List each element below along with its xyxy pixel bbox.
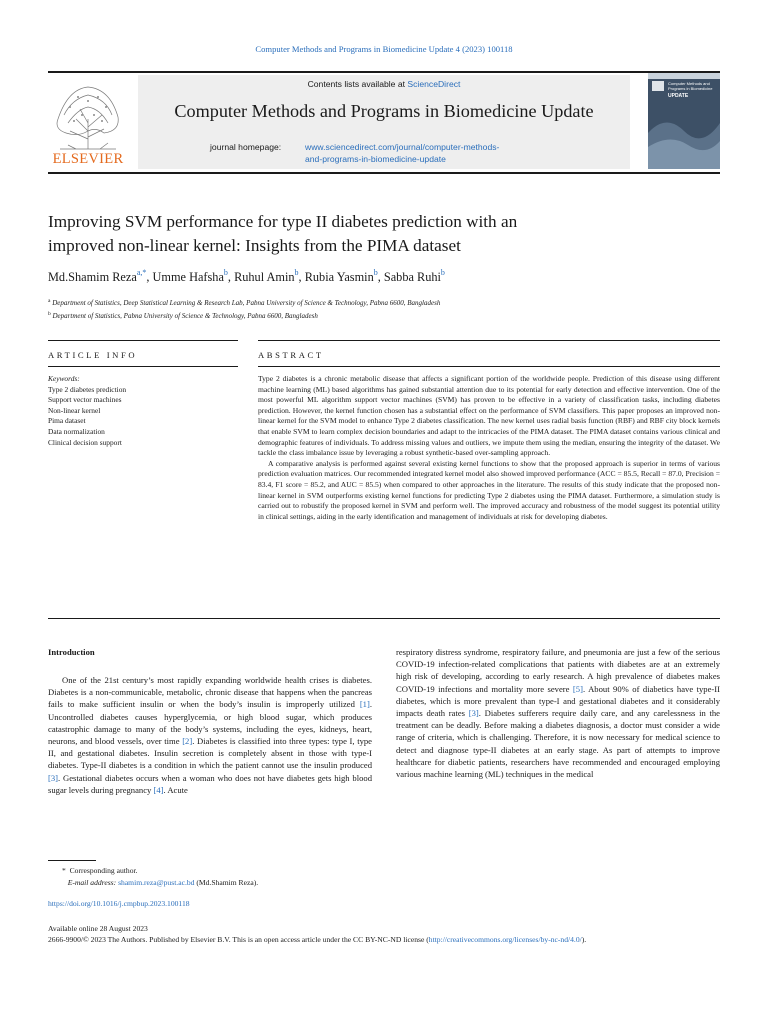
body-text: . Uncontrolled diabetes causes hyperglycemia, or high blood sugar, which produces catastrophic damage to many of the body’s systems, including the eyes, kidneys, heart, neurons, and blood vessels, over time (48, 699, 372, 747)
cover-title-line2: Programs in Biomedicine (668, 86, 713, 91)
abstract-body (258, 374, 720, 522)
homepage-link-line2[interactable]: and-programs-in-biomedicine-update (305, 154, 446, 164)
author-name: Ruhul Amin (234, 270, 295, 284)
doi-link[interactable]: https://doi.org/10.1016/j.cmpbup.2023.100118 (48, 899, 190, 908)
author-separator: , (377, 270, 384, 284)
body-text: . Diabetes is classified into three types: type I, type II, and gestational diabetes. Insulin secretion is completely absent in those with type-I diabetes. Type-II diabetes is a condition in which the patient cannot use the insulin produced (48, 736, 372, 771)
affiliation-mark: a (48, 298, 51, 304)
cover-title-line3: UPDATE (668, 93, 689, 99)
title-line-1: Improving SVM performance for type II diabetes prediction with an (48, 212, 518, 231)
author-name: Sabba Ruhi (383, 270, 441, 284)
email-link[interactable]: shamim.reza@pust.ac.bd (118, 878, 195, 888)
publisher-wordmark: ELSEVIER (52, 151, 124, 167)
corresponding-author-text: Corresponding author. (69, 866, 138, 875)
article-info-heading-rule (48, 366, 238, 367)
introduction-right-column (396, 646, 720, 780)
citation-link[interactable]: [4] (153, 784, 164, 795)
journal-cover-thumbnail[interactable] (648, 73, 720, 169)
sciencedirect-link[interactable]: ScienceDirect (407, 79, 461, 89)
abstract-heading-rule (258, 366, 720, 367)
journal-title: Computer Methods and Programs in Biomedicine Update (174, 101, 594, 121)
contents-prefix: Contents lists available at (307, 79, 408, 89)
article-title (48, 210, 648, 258)
author-affiliation-mark[interactable]: a,* (136, 268, 147, 277)
masthead-bottom-rule (48, 172, 720, 174)
masthead-top-rule (48, 71, 720, 73)
publication-info (48, 923, 720, 945)
corresponding-author-note (48, 865, 720, 877)
affiliation-mark: b (48, 311, 51, 317)
abstract-heading: ABSTRACT (258, 350, 324, 360)
abstract-paragraph-2: A comparative analysis is performed against several existing kernel functions to show that the proposed approach is superior in terms of various prediction evaluation matrices. Our recommended integrated kernel model also showed improved performance (ACC = 85.5, Recall = 87.0, Precision = 83.4, F1 score = 85.2, and AUC = 85.5) when compared to other approaches in the literature. The results of this study indicate that the proposed non-linear kernel in SVM outperforms existing kernel functions for predicting Type 2 diabetes using the PIMA dataset. Furthermore, a simulation study is carried out to robustify the proposed kernel in SVM and perform well. The improved accuracy and robustness of the model suggest its potential utility in clinical settings, aiding in the early identification and management of individuals at risk for developing diabetes. (258, 458, 720, 521)
introduction-heading: Introduction (48, 647, 95, 657)
citation-link[interactable]: [2] (182, 736, 193, 747)
body-text: . Acute (163, 784, 188, 795)
license-suffix: ). (581, 935, 587, 945)
body-text: One of the 21st century’s most rapidly expanding worldwide health crises is diabetes. Diabetes is a non-communicable, metabolic, chronic disease that happens when the pancreas fails to make sufficient insulin or when the body’s insulin is improperly utilized (48, 675, 372, 710)
contents-line (138, 79, 630, 89)
author-name: Umme Hafsha (152, 270, 224, 284)
available-online: Available online 28 August 2023 (48, 924, 148, 933)
keyword-item: Support vector machines (48, 395, 122, 405)
title-line-2: improved non-linear kernel: Insights from the PIMA dataset (48, 236, 461, 255)
keyword-item: Non-linear kernel (48, 405, 101, 415)
affiliation-item (48, 309, 720, 322)
introduction-left-column (48, 674, 372, 796)
author-affiliation-mark[interactable]: b (440, 268, 445, 277)
cover-title-line1: Computer Methods and (668, 81, 710, 86)
author-name: Md.Shamim Reza (48, 270, 137, 284)
footnote-rule (48, 860, 96, 861)
keyword-item: Type 2 diabetes prediction (48, 384, 127, 394)
keyword-item: Clinical decision support (48, 437, 122, 447)
body-text: respiratory distress syndrome, respiratory failure, and pneumonia are just a few of the serious COVID-19 infection-related complications that patients with diabetes are at an extremely high risk of developing, according to early research. A high prevalence of diabetes makes COVID-19 infections and mortality more severe (396, 647, 720, 694)
citation-link[interactable]: [3] (48, 772, 59, 783)
affiliation-text: Department of Statistics, Deep Statistical Learning & Research Lab, Pabna University of Science & Technology, Pabna 6600, Bangladesh (52, 299, 441, 307)
article-info-top-rule (48, 340, 238, 341)
journal-info-band (138, 75, 630, 169)
footnotes (48, 865, 720, 890)
email-label: E-mail address: (67, 878, 117, 888)
email-owner: (Md.Shamim Reza). (196, 878, 259, 888)
license-statement (48, 934, 720, 945)
citation-link[interactable]: [5] (572, 683, 583, 694)
journal-masthead (48, 71, 720, 175)
footnote-mark: * (62, 866, 66, 875)
keywords-label: Keywords: (48, 374, 80, 383)
affiliation-text: Department of Statistics, Pabna University of Science & Technology, Pabna 6600, Bangladesh (52, 312, 318, 320)
article-info-heading: ARTICLE INFO (48, 350, 138, 360)
body-text: . Gestational diabetes occurs when a woman who does not have diabetes gets high blood sugar levels during pregnancy (48, 772, 372, 795)
author-separator: , (146, 270, 153, 284)
keyword-item: Data normalization (48, 426, 105, 436)
homepage-link-line1[interactable]: www.sciencedirect.com/journal/computer-methods- (305, 142, 500, 152)
abstract-top-rule (258, 340, 720, 341)
affiliations (48, 296, 720, 322)
author-affiliation-mark[interactable]: b (294, 268, 299, 277)
author-separator: , (227, 270, 235, 284)
author-name: Rubia Yasmin (304, 270, 374, 284)
citation-link[interactable]: [3] (468, 708, 479, 719)
body-text: . Diabetes sufferers require daily care, and any carelessness in the treatment can be deadly. Before making a diabetes diagnosis, a doctor must consider a wide range of criteria, which is challenging. Therefore, it is now necessary for medical science to detect and diagnose type-II diabetes at an early stage. As part of attempts to improve healthcare for diabetic patients, researchers have recommended and encouraged employing various machine learning (ML) techniques in the medical (396, 708, 720, 780)
license-link[interactable]: http://creativecommons.org/licenses/by-nc-nd/4.0/ (428, 935, 582, 945)
abstract-paragraph-1: Type 2 diabetes is a chronic metabolic disease that affects a significant portion of the worldwide people. Prediction of this disease using different machine learning (ML) based algorithms has gained substantial attention due to its potential for early detection and effective intervention. One of the most powerful ML algorithm support vector machines (SVM) has proven to be effective in a variety of classification tasks, including diabetes prediction. However, the kernel function chosen has a substantial effect on the performance of SVM classifiers. This paper proposes an improved non-linear kernel for the SVM model to enhance Type 2 diabetes classification. The new kernel uses radial basis function (RBF) and RBF city block kernels that enable SVM to learn complex decision boundaries and adapt to the intricacies of the PIMA dataset. The PIMA dataset contains various clinical and demographic features of individuals. To address missing values and outliers, we impute them using the median, ensuring the integrity of the dataset. We tackle the class imbalance issue by leveraging a robust synthetic-based over-sampling approach. (258, 374, 720, 458)
license-prefix: 2666-9900/© 2023 The Authors. Published by Elsevier B.V. This is an open access article under the CC BY-NC-ND license ( (48, 935, 429, 945)
body-text: . About 90% of diabetics have type-II diabetes, which is more prevalent than type-I and gestational diabetes and it considerably impacts death rates (396, 683, 721, 719)
keyword-item: Pima dataset (48, 416, 86, 426)
affiliation-item (48, 296, 720, 309)
abstract-bottom-rule (48, 618, 720, 619)
running-head[interactable]: Computer Methods and Programs in Biomedicine Update 4 (2023) 100118 (255, 44, 513, 54)
keywords-block (48, 374, 238, 448)
author-list (48, 268, 688, 285)
author-affiliation-mark[interactable]: b (223, 268, 228, 277)
author-separator: , (298, 270, 305, 284)
citation-link[interactable]: [1] (359, 699, 370, 710)
email-note (48, 877, 720, 889)
author-affiliation-mark[interactable]: b (373, 268, 378, 277)
homepage-label: journal homepage: (210, 142, 282, 152)
